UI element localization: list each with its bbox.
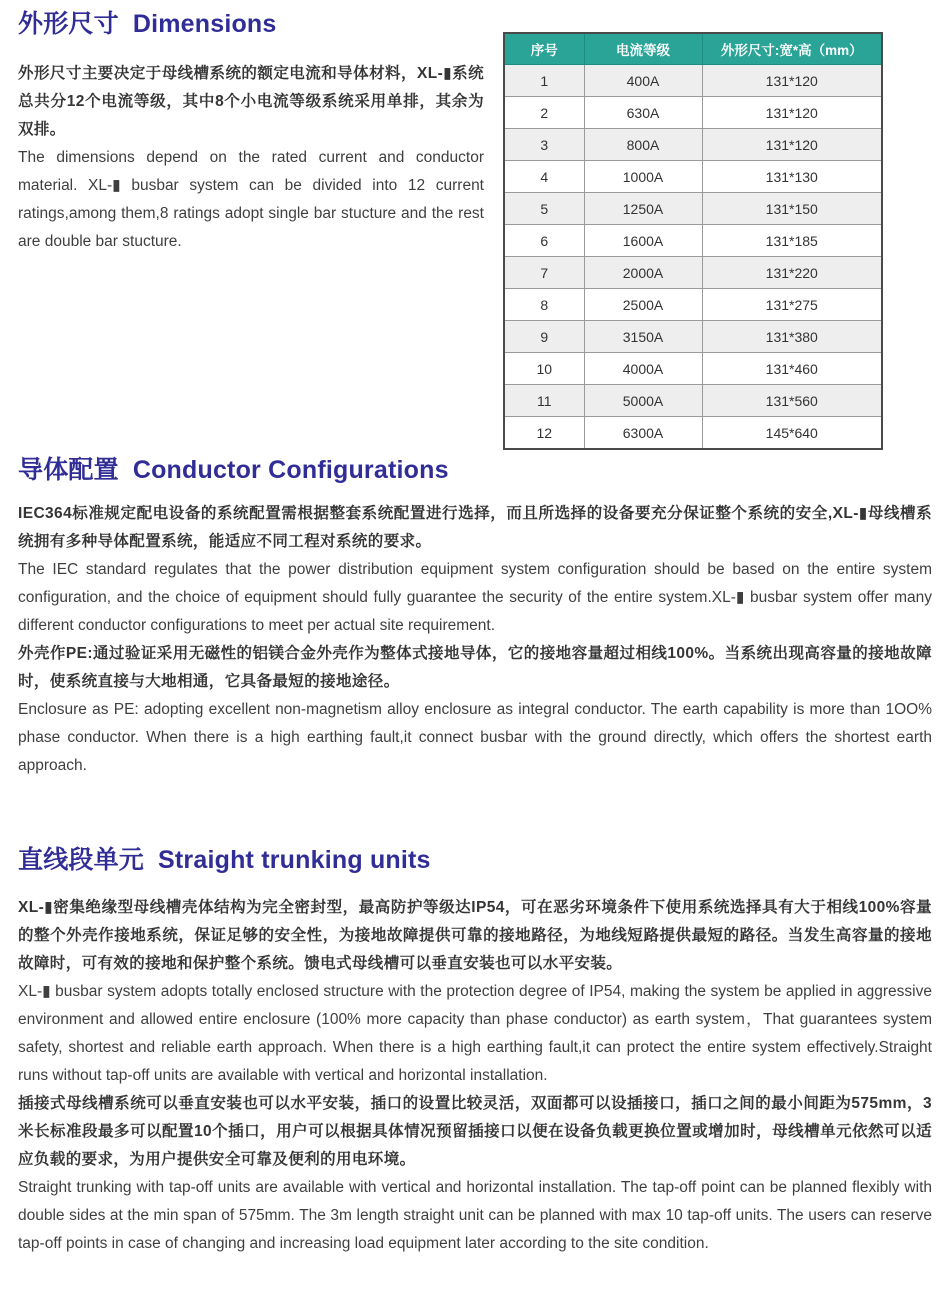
table-row bbox=[504, 65, 882, 97]
straight-heading-en: Straight trunking units bbox=[158, 846, 431, 874]
table-row bbox=[504, 385, 882, 417]
table-cell: 131*120 bbox=[702, 97, 882, 129]
dimensions-table bbox=[503, 32, 883, 450]
table-cell: 131*380 bbox=[702, 321, 882, 353]
table-cell: 131*560 bbox=[702, 385, 882, 417]
table-cell: 131*150 bbox=[702, 193, 882, 225]
conductor-paragraph-2-en: The IEC standard regulates that the power distribution equipment system configuration should be based on the entire system configuration, and the choice of equipment should fully guarantee the security of the entire system.XL-▮ busbar system offer many different conductor configurations to meet per actual site requirement. bbox=[18, 561, 932, 634]
table-cell: 5000A bbox=[584, 385, 702, 417]
straight-paragraph-2-en: XL-▮ busbar system adopts totally enclosed structure with the protection degree of IP54, making the system be applied in aggressive environment and allowed entire enclosure (100% more capacity than phase conductor) as earth system，That guarantees system safety, shortest and reliable earth approach. When there is a high earthing fault,it can protect the entire system effectively.Straight runs without tap-off units are available with vertical and horizontal installation. bbox=[18, 983, 932, 1084]
conductor-heading-zh: 导体配置 bbox=[18, 456, 119, 484]
table-cell: 6 bbox=[504, 225, 584, 257]
column-header-dimensions: 外形尺寸:宽*高（mm） bbox=[702, 33, 882, 65]
table-cell: 8 bbox=[504, 289, 584, 321]
dimensions-table-header-row bbox=[504, 33, 882, 65]
section-dimensions bbox=[18, 4, 484, 256]
table-cell: 131*130 bbox=[702, 161, 882, 193]
conductor-heading bbox=[18, 450, 932, 486]
table-row bbox=[504, 353, 882, 385]
table-cell: 2 bbox=[504, 97, 584, 129]
table-cell: 131*120 bbox=[702, 65, 882, 97]
straight-heading bbox=[18, 840, 932, 876]
straight-paragraph-4-en: Straight trunking with tap-off units are available with vertical and horizontal installation. The tap-off point can be planned flexibly with double sides at the min span of 575mm. The 3m length straight unit can be planned with max 10 tap-off units. The users can reserve tap-off points in case of changing and increasing load equipment later according to the site condition. bbox=[18, 1179, 932, 1252]
conductor-paragraph-1-zh: IEC364标准规定配电设备的系统配置需根据整套系统配置进行选择，而且所选择的设备要充分保证整个系统的安全,XL-▮母线槽系统拥有多种导体配置系统，能适应不同工程对系统的要求。 bbox=[18, 505, 932, 550]
table-cell: 1600A bbox=[584, 225, 702, 257]
conductor-paragraph-3-zh: 外壳作PE:通过验证采用无磁性的铝镁合金外壳作为整体式接地导体，它的接地容量超过相线100%。当系统出现高容量的接地故障时，使系统直接与大地相通，它具备最短的接地途径。 bbox=[18, 645, 932, 690]
column-header-index: 序号 bbox=[504, 33, 584, 65]
section-straight-trunking-units bbox=[18, 840, 932, 1258]
table-cell: 2000A bbox=[584, 257, 702, 289]
table-cell: 131*120 bbox=[702, 129, 882, 161]
table-cell: 145*640 bbox=[702, 417, 882, 450]
table-cell: 630A bbox=[584, 97, 702, 129]
table-cell: 10 bbox=[504, 353, 584, 385]
dimensions-paragraph-zh: 外形尺寸主要决定于母线槽系统的额定电流和导体材料，XL-▮系统总共分12个电流等级，其中8个小电流等级系统采用单排，其余为双排。 bbox=[18, 65, 484, 138]
table-cell: 131*460 bbox=[702, 353, 882, 385]
table-cell: 4000A bbox=[584, 353, 702, 385]
table-cell: 800A bbox=[584, 129, 702, 161]
straight-paragraph-1-zh: XL-▮密集绝缘型母线槽壳体结构为完全密封型，最高防护等级达IP54，可在恶劣环境条件下使用系统选择具有大于相线100%容量的整个外壳作接地系统，保证足够的安全性，为接地故障提供可靠的接地路径，为地线短路提供最短的路径。当发生高容量的接地故障时，可有效的接地和保护整个系统。馈电式母线槽可以垂直安装也可以水平安装。 bbox=[18, 899, 932, 972]
table-cell: 11 bbox=[504, 385, 584, 417]
table-cell: 4 bbox=[504, 161, 584, 193]
conductor-heading-en: Conductor Configurations bbox=[132, 456, 449, 484]
table-cell: 131*220 bbox=[702, 257, 882, 289]
table-cell: 6300A bbox=[584, 417, 702, 450]
table-cell: 1000A bbox=[584, 161, 702, 193]
straight-paragraph-3-zh: 插接式母线槽系统可以垂直安装也可以水平安装，插口的设置比较灵活，双面都可以设插接口，插口之间的最小间距为575mm，3米长标准段最多可以配置10个插口，用户可以根据具体情况预留插接口以便在设备负载更换位置或增加时，母线槽单元依然可以适应负载的要求，为用户提供安全可靠及便利的用电环境。 bbox=[18, 1095, 932, 1168]
table-row bbox=[504, 161, 882, 193]
conductor-paragraph-4-en: Enclosure as PE: adopting excellent non-magnetism alloy enclosure as integral conductor. The earth capability is more than 1OO% phase conductor. When there is a high earthing fault,it connect busbar with the ground directly, which offers the shortest earth approach. bbox=[18, 701, 932, 774]
table-row bbox=[504, 321, 882, 353]
table-row bbox=[504, 129, 882, 161]
table-row bbox=[504, 225, 882, 257]
dimensions-paragraph-en: The dimensions depend on the rated current and conductor material. XL-▮ busbar system can be divided into 12 current ratings,among them,8 ratings adopt single bar stucture and the rest are double bar stucture. bbox=[18, 149, 484, 250]
table-cell: 7 bbox=[504, 257, 584, 289]
table-cell: 131*275 bbox=[702, 289, 882, 321]
table-cell: 5 bbox=[504, 193, 584, 225]
table-row bbox=[504, 417, 882, 450]
dimensions-table-body bbox=[504, 65, 882, 450]
table-row bbox=[504, 193, 882, 225]
table-cell: 2500A bbox=[584, 289, 702, 321]
section-conductor-configurations bbox=[18, 450, 932, 780]
table-cell: 3 bbox=[504, 129, 584, 161]
table-cell: 1250A bbox=[584, 193, 702, 225]
table-cell: 3150A bbox=[584, 321, 702, 353]
table-cell: 400A bbox=[584, 65, 702, 97]
table-cell: 1 bbox=[504, 65, 584, 97]
table-cell: 12 bbox=[504, 417, 584, 450]
table-row bbox=[504, 257, 882, 289]
straight-heading-zh: 直线段单元 bbox=[18, 846, 145, 874]
table-row bbox=[504, 289, 882, 321]
dimensions-heading bbox=[18, 4, 484, 40]
table-cell: 9 bbox=[504, 321, 584, 353]
dimensions-heading-en: Dimensions bbox=[132, 10, 277, 38]
column-header-current-rating: 电流等级 bbox=[584, 33, 702, 65]
table-row bbox=[504, 97, 882, 129]
dimensions-heading-zh: 外形尺寸 bbox=[18, 10, 119, 38]
table-cell: 131*185 bbox=[702, 225, 882, 257]
